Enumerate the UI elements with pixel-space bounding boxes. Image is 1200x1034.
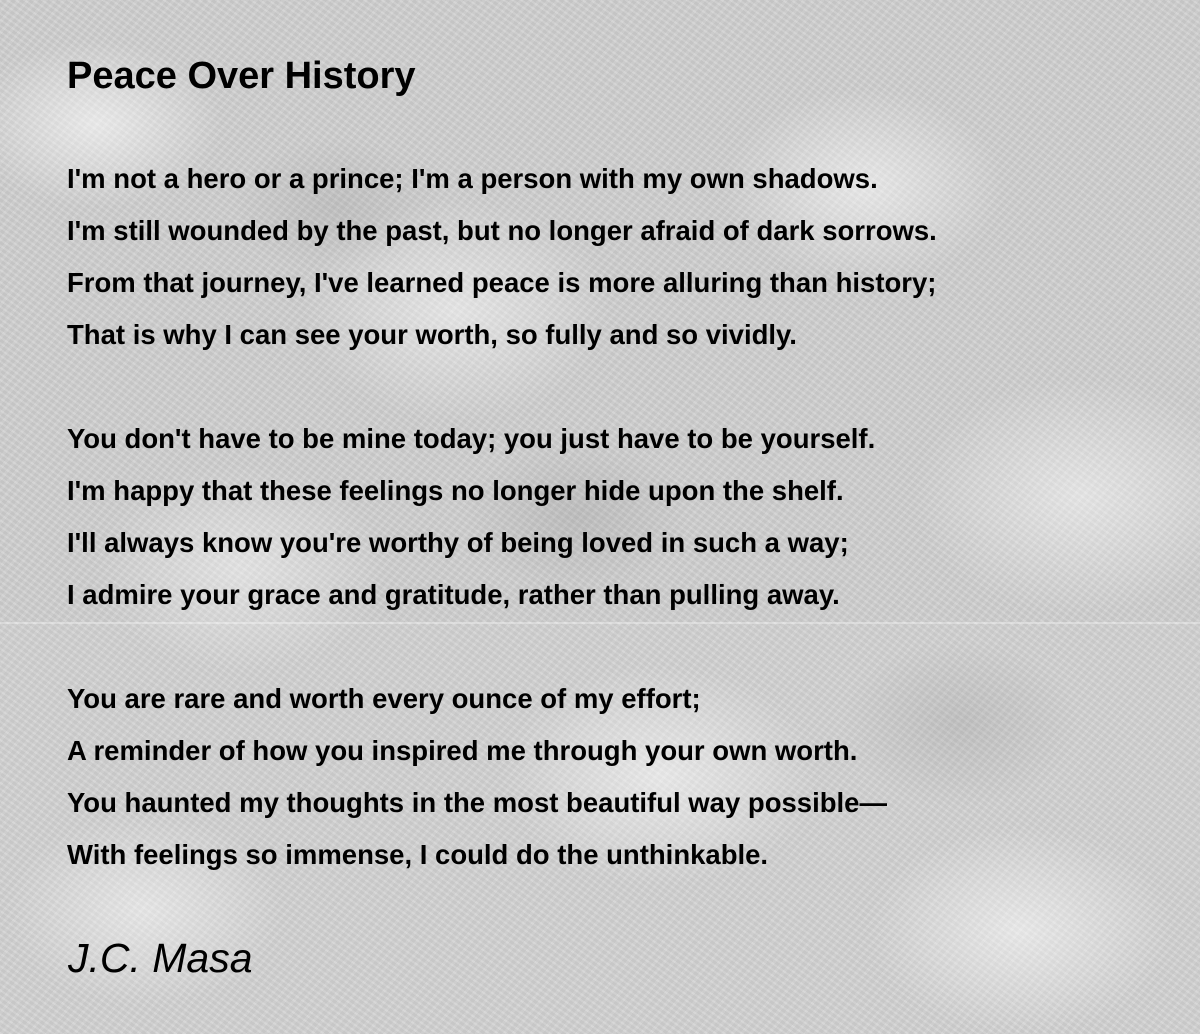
poem-line: A reminder of how you inspired me through your own worth. xyxy=(67,735,858,766)
poem-line: You don't have to be mine today; you just have to be yourself. xyxy=(67,423,876,454)
poem-author: J.C. Masa xyxy=(68,935,253,981)
poem-line: From that journey, I've learned peace is more alluring than history; xyxy=(67,267,937,298)
poem-line: I'll always know you're worthy of being loved in such a way; xyxy=(67,527,849,558)
poem-line: I'm happy that these feelings no longer hide upon the shelf. xyxy=(67,475,844,506)
poem-title: Peace Over History xyxy=(67,55,416,97)
stanza-2 xyxy=(67,413,1177,621)
poem-line: You haunted my thoughts in the most beautiful way possible— xyxy=(67,787,887,818)
poem-line: I admire your grace and gratitude, rather than pulling away. xyxy=(67,579,840,610)
stanza-1 xyxy=(67,153,1177,361)
poem-line: I'm not a hero or a prince; I'm a person with my own shadows. xyxy=(67,163,878,194)
poem-line: With feelings so immense, I could do the unthinkable. xyxy=(67,839,769,870)
poem-body xyxy=(67,52,1177,933)
poem-line: I'm still wounded by the past, but no longer afraid of dark sorrows. xyxy=(67,215,937,246)
stanza-3 xyxy=(67,673,1177,881)
poem-line: You are rare and worth every ounce of my effort; xyxy=(67,683,701,714)
poem-line: That is why I can see your worth, so fully and so vividly. xyxy=(67,319,797,350)
